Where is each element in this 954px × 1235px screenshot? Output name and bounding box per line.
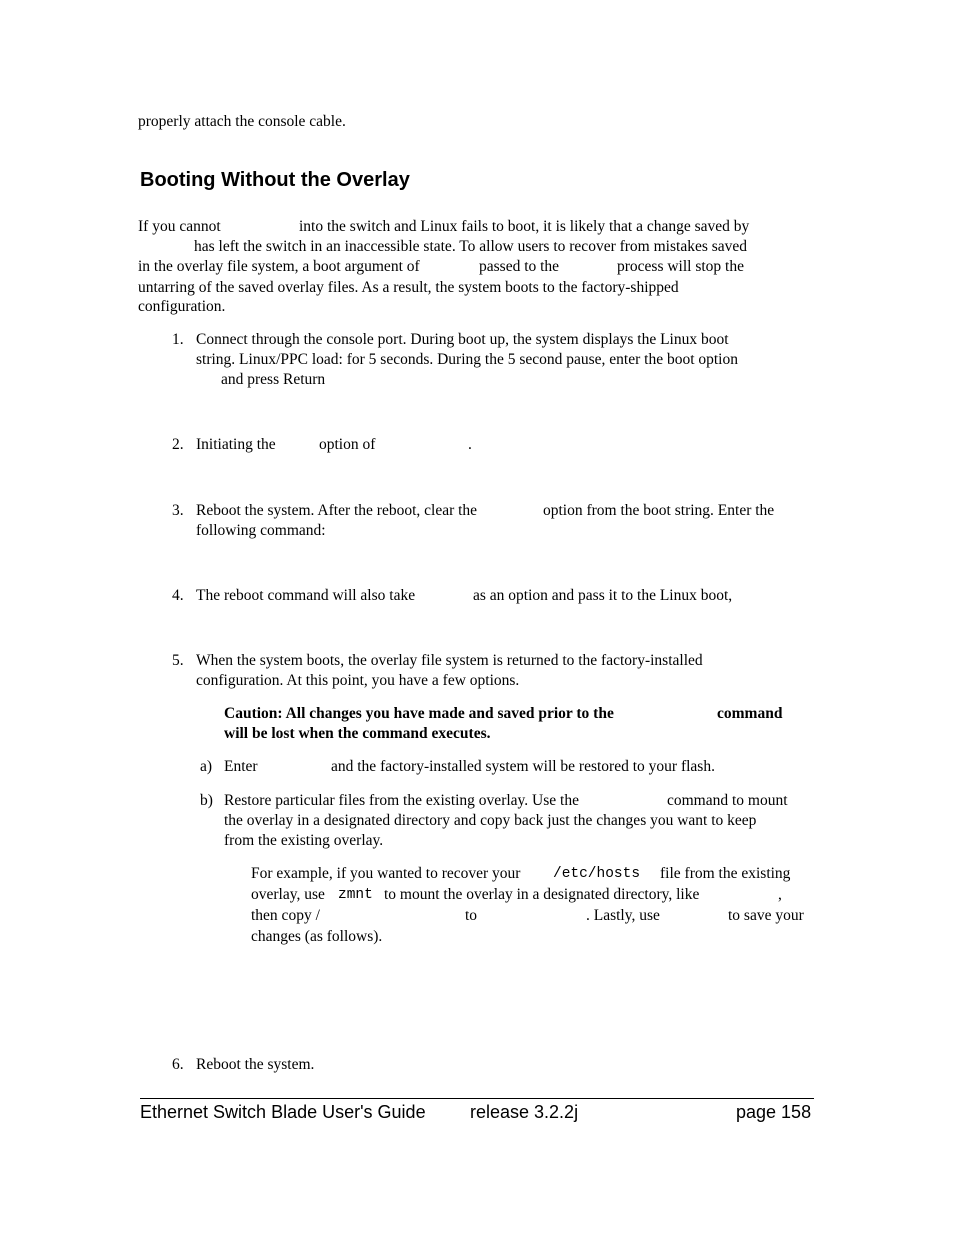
example-line-4: changes (as follows). [251, 928, 383, 945]
option-label: a) [200, 758, 213, 775]
step-2-text-a: Initiating the [196, 436, 276, 453]
example-line-2c: , [778, 886, 782, 903]
step-5-line-2: configuration. At this point, you have a few options. [196, 672, 520, 689]
example-line-1b: file from the existing [660, 865, 791, 882]
caution-text-a: Caution: All changes you have made and saved prior to the [224, 705, 614, 722]
intro-line-1b: into the switch and Linux fails to boot, it is likely that a change saved by [299, 218, 750, 235]
step-5-line-1: When the system boots, the overlay file system is returned to the factory-installed [196, 652, 703, 669]
continued-text: properly attach the console cable. [138, 113, 346, 130]
footer-rule [140, 1098, 814, 1099]
section-title: Booting Without the Overlay [140, 169, 410, 191]
intro-line-5: configuration. [138, 298, 226, 315]
step-1-line-3: and press Return [221, 371, 326, 388]
example-line-2a: overlay, use [251, 886, 325, 903]
step-1-line-1: Connect through the console port. During boot up, the system displays the Linux boot [196, 331, 729, 348]
caution-text-b: command [717, 705, 783, 722]
step-number: 6. [172, 1056, 184, 1073]
option-b-line-3: from the existing overlay. [224, 832, 384, 849]
step-3-line-2: following command: [196, 522, 326, 539]
step-4-text-b: as an option and pass it to the Linux boot, [473, 587, 733, 604]
step-1-line-2: string. Linux/PPC load: for 5 seconds. During the 5 second pause, enter the boot option [196, 351, 738, 368]
step-number: 3. [172, 502, 184, 519]
caution-line-2: will be lost when the command executes. [224, 725, 491, 742]
example-line-1a: For example, if you wanted to recover your [251, 865, 521, 882]
step-number: 5. [172, 652, 184, 669]
footer-release: release 3.2.2j [470, 1102, 579, 1122]
intro-line-3b: passed to the [479, 258, 560, 275]
example-line-3d: to save your [728, 907, 804, 924]
intro-line-3c: process will stop the [617, 258, 744, 275]
option-label: b) [200, 792, 213, 809]
option-a-text-b: and the factory-installed system will be restored to your flash. [331, 758, 715, 775]
intro-line-3a: in the overlay file system, a boot argument of [138, 258, 420, 275]
example-code-hosts: /etc/hosts [553, 866, 641, 882]
option-b-line-1b: command to mount [667, 792, 788, 809]
step-6-text: Reboot the system. [196, 1056, 315, 1073]
option-b-line-2: the overlay in a designated directory and copy back just the changes you want to keep [224, 812, 757, 829]
example-line-3b: to [465, 907, 478, 924]
step-2-text-b: option of [319, 436, 376, 453]
intro-line-4: untarring of the saved overlay files. As a result, the system boots to the factory-shipped [138, 279, 679, 296]
step-number: 2. [172, 436, 184, 453]
example-line-2b: to mount the overlay in a designated directory, like [384, 886, 700, 903]
step-number: 1. [172, 331, 184, 348]
intro-line-1a: If you cannot [138, 218, 221, 235]
option-a-text-a: Enter [224, 758, 258, 775]
footer-title: Ethernet Switch Blade User's Guide [140, 1102, 426, 1122]
example-line-3c: . Lastly, use [586, 907, 660, 924]
step-4-text-a: The reboot command will also take [196, 587, 416, 604]
step-2-text-c: . [468, 436, 472, 453]
step-number: 4. [172, 587, 184, 604]
intro-line-2: has left the switch in an inaccessible state. To allow users to recover from mistakes saved [194, 238, 748, 255]
example-line-3a: then copy / [251, 907, 320, 924]
option-b-line-1a: Restore particular files from the existing overlay. Use the [224, 792, 579, 809]
footer-page-number: page 158 [736, 1102, 812, 1122]
step-3-text-a: Reboot the system. After the reboot, clear the [196, 502, 478, 519]
example-code-zmnt: zmnt [338, 887, 373, 903]
step-3-text-b: option from the boot string. Enter the [543, 502, 775, 519]
